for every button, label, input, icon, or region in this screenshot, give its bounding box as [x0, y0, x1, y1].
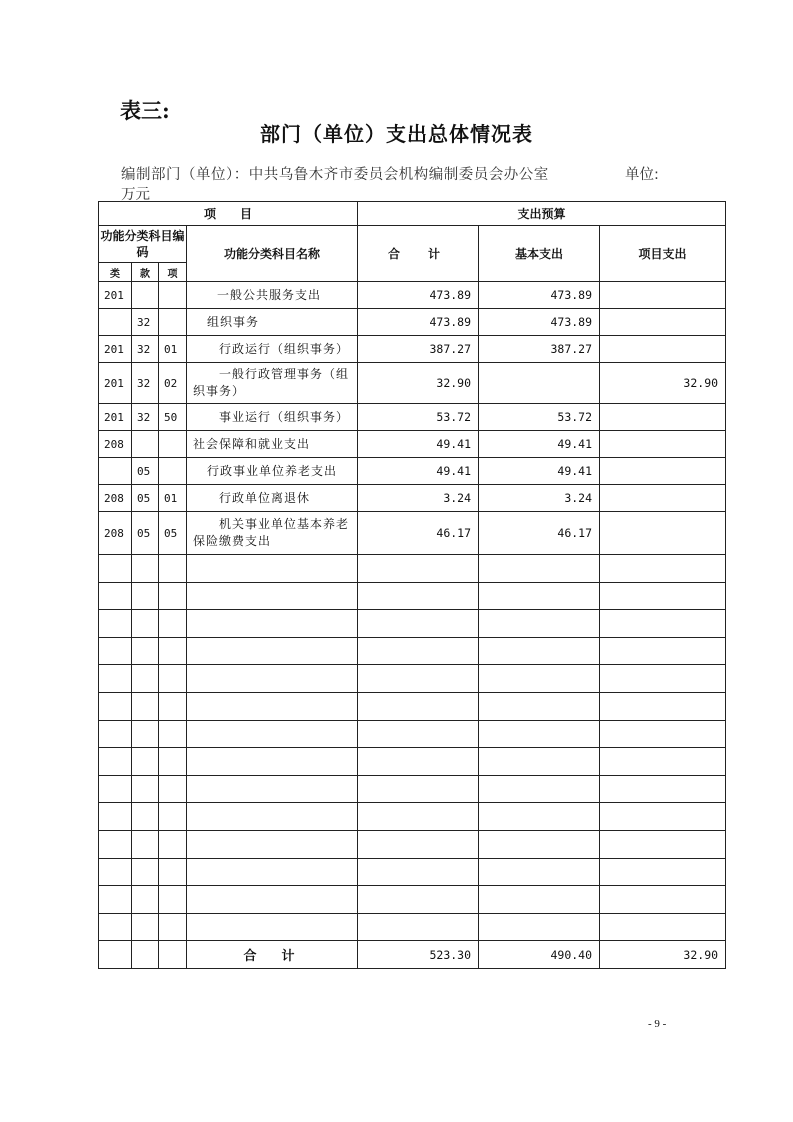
header-kuan: 款	[132, 263, 159, 282]
totals-label: 合 计	[187, 941, 358, 969]
table-label: 表三:	[120, 98, 170, 123]
cell-project	[600, 309, 726, 336]
blank-cell	[132, 637, 159, 665]
blank-cell	[99, 692, 132, 720]
cell-xiang	[159, 431, 187, 458]
blank-cell	[187, 775, 358, 803]
cell-lei: 208	[99, 512, 132, 555]
header-item: 项 目	[99, 202, 358, 226]
blank-row	[99, 637, 726, 665]
blank-cell	[479, 830, 600, 858]
cell-project	[600, 336, 726, 363]
blank-cell	[132, 610, 159, 638]
blank-cell	[600, 886, 726, 914]
cell-total: 32.90	[358, 363, 479, 404]
cell-kuan: 05	[132, 485, 159, 512]
blank-cell	[99, 913, 132, 941]
header-xiang: 项	[159, 263, 187, 282]
blank-cell	[99, 720, 132, 748]
blank-cell	[187, 830, 358, 858]
cell-lei: 208	[99, 485, 132, 512]
blank-cell	[187, 610, 358, 638]
blank-cell	[479, 803, 600, 831]
cell-xiang: 01	[159, 336, 187, 363]
cell-xiang	[159, 458, 187, 485]
blank-cell	[99, 830, 132, 858]
blank-cell	[358, 913, 479, 941]
cell-name: 行政事业单位养老支出	[187, 458, 358, 485]
page-title: 部门（单位）支出总体情况表	[260, 122, 533, 146]
header-row-mid	[99, 226, 726, 263]
blank-cell	[479, 775, 600, 803]
cell-lei	[99, 458, 132, 485]
cell-name: 一般行政管理事务（组织事务）	[187, 363, 358, 404]
table-row	[99, 485, 726, 512]
cell-lei: 201	[99, 282, 132, 309]
blank-cell	[132, 858, 159, 886]
page-number: - 9 -	[648, 1018, 667, 1030]
blank-cell	[358, 582, 479, 610]
cell-lei	[99, 309, 132, 336]
blank-cell	[358, 692, 479, 720]
header-row-top	[99, 202, 726, 226]
cell-basic: 473.89	[479, 282, 600, 309]
totals-basic: 490.40	[479, 941, 600, 969]
header-name: 功能分类科目名称	[187, 226, 358, 282]
blank-cell	[159, 610, 187, 638]
cell-name: 事业运行（组织事务）	[187, 404, 358, 431]
blank-cell	[600, 637, 726, 665]
header-basic: 基本支出	[479, 226, 600, 282]
cell-xiang: 02	[159, 363, 187, 404]
cell-xiang: 01	[159, 485, 187, 512]
blank-cell	[479, 858, 600, 886]
blank-cell	[187, 886, 358, 914]
cell-xiang: 50	[159, 404, 187, 431]
cell-project	[600, 431, 726, 458]
blank-cell	[99, 637, 132, 665]
blank-cell	[187, 637, 358, 665]
blank-cell	[187, 858, 358, 886]
table-row	[99, 512, 726, 555]
blank-cell	[600, 858, 726, 886]
header-lei: 类	[99, 263, 132, 282]
cell-xiang: 05	[159, 512, 187, 555]
blank-row	[99, 665, 726, 693]
blank-cell	[159, 748, 187, 776]
blank-cell	[132, 775, 159, 803]
cell-lei: 201	[99, 363, 132, 404]
cell-xiang	[159, 309, 187, 336]
cell-kuan: 32	[132, 404, 159, 431]
blank-cell	[159, 692, 187, 720]
cell-name: 一般公共服务支出	[187, 282, 358, 309]
blank-cell	[159, 582, 187, 610]
blank-cell	[600, 692, 726, 720]
blank-cell	[159, 637, 187, 665]
totals-total: 523.30	[358, 941, 479, 969]
blank-cell	[187, 913, 358, 941]
cell-basic: 49.41	[479, 458, 600, 485]
blank-cell	[99, 665, 132, 693]
blank-cell	[132, 582, 159, 610]
blank-cell	[479, 637, 600, 665]
blank-cell	[600, 665, 726, 693]
unit-value: 万元	[121, 187, 150, 203]
header-project: 项目支出	[600, 226, 726, 282]
cell-basic: 49.41	[479, 431, 600, 458]
blank-cell	[479, 665, 600, 693]
cell-total: 3.24	[358, 485, 479, 512]
blank-cell	[358, 858, 479, 886]
blank-cell	[187, 692, 358, 720]
cell-project	[600, 485, 726, 512]
blank-cell	[132, 830, 159, 858]
blank-cell	[479, 582, 600, 610]
blank-cell	[99, 886, 132, 914]
cell-project	[600, 512, 726, 555]
blank-cell	[479, 555, 600, 583]
blank-row	[99, 610, 726, 638]
table-row	[99, 458, 726, 485]
blank-cell	[159, 886, 187, 914]
blank-cell	[479, 913, 600, 941]
blank-cell	[600, 913, 726, 941]
blank-cell	[187, 582, 358, 610]
blank-cell	[479, 886, 600, 914]
totals-project: 32.90	[600, 941, 726, 969]
cell-basic: 53.72	[479, 404, 600, 431]
blank-row	[99, 803, 726, 831]
cell-total: 46.17	[358, 512, 479, 555]
blank-cell	[358, 555, 479, 583]
blank-cell	[358, 803, 479, 831]
blank-cell	[159, 720, 187, 748]
cell-basic: 3.24	[479, 485, 600, 512]
blank-cell	[159, 803, 187, 831]
blank-cell	[358, 748, 479, 776]
blank-cell	[159, 555, 187, 583]
cell-total: 53.72	[358, 404, 479, 431]
blank-cell	[187, 748, 358, 776]
header-budget: 支出预算	[358, 202, 726, 226]
totals-row	[99, 941, 726, 969]
blank-row	[99, 886, 726, 914]
blank-cell	[132, 665, 159, 693]
cell-kuan	[132, 431, 159, 458]
blank-cell	[99, 775, 132, 803]
table-row	[99, 309, 726, 336]
blank-cell	[132, 803, 159, 831]
cell-total: 473.89	[358, 282, 479, 309]
table-row	[99, 404, 726, 431]
cell-kuan: 05	[132, 458, 159, 485]
blank-cell	[159, 665, 187, 693]
cell-project	[600, 404, 726, 431]
unit-label: 单位:	[625, 167, 659, 183]
org-line: 编制部门（单位）：中共乌鲁木齐市委员会机构编制委员会办公室	[121, 167, 549, 183]
blank-cell	[600, 775, 726, 803]
header-code-group: 功能分类科目编码	[99, 226, 187, 263]
cell-total: 49.41	[358, 458, 479, 485]
blank-cell	[99, 610, 132, 638]
blank-row	[99, 913, 726, 941]
blank-cell	[358, 886, 479, 914]
blank-cell	[358, 637, 479, 665]
blank-cell	[99, 803, 132, 831]
blank-cell	[600, 830, 726, 858]
blank-cell	[132, 555, 159, 583]
blank-cell	[159, 858, 187, 886]
blank-row	[99, 555, 726, 583]
blank-cell	[187, 720, 358, 748]
blank-cell	[159, 775, 187, 803]
cell-name: 行政单位离退休	[187, 485, 358, 512]
blank-cell	[479, 610, 600, 638]
cell-basic: 473.89	[479, 309, 600, 336]
expenditure-table	[98, 201, 726, 969]
cell-total: 387.27	[358, 336, 479, 363]
blank-row	[99, 692, 726, 720]
blank-row	[99, 830, 726, 858]
blank-cell	[358, 665, 479, 693]
blank-row	[99, 775, 726, 803]
blank-cell	[159, 941, 187, 969]
blank-cell	[132, 941, 159, 969]
cell-project: 32.90	[600, 363, 726, 404]
header-total: 合 计	[358, 226, 479, 282]
blank-row	[99, 720, 726, 748]
blank-cell	[600, 582, 726, 610]
cell-lei: 201	[99, 336, 132, 363]
blank-cell	[358, 610, 479, 638]
blank-row	[99, 582, 726, 610]
blank-cell	[132, 748, 159, 776]
cell-lei: 208	[99, 431, 132, 458]
blank-cell	[600, 720, 726, 748]
blank-cell	[99, 748, 132, 776]
blank-cell	[132, 692, 159, 720]
blank-cell	[600, 555, 726, 583]
cell-kuan: 32	[132, 336, 159, 363]
cell-basic	[479, 363, 600, 404]
cell-xiang	[159, 282, 187, 309]
cell-kuan: 32	[132, 309, 159, 336]
blank-cell	[358, 830, 479, 858]
cell-name: 机关事业单位基本养老保险缴费支出	[187, 512, 358, 555]
table-row	[99, 363, 726, 404]
blank-cell	[479, 692, 600, 720]
table-row	[99, 282, 726, 309]
cell-basic: 46.17	[479, 512, 600, 555]
blank-row	[99, 748, 726, 776]
cell-project	[600, 458, 726, 485]
cell-kuan: 32	[132, 363, 159, 404]
blank-cell	[358, 775, 479, 803]
blank-row	[99, 858, 726, 886]
table-row	[99, 336, 726, 363]
cell-lei: 201	[99, 404, 132, 431]
cell-name: 行政运行（组织事务）	[187, 336, 358, 363]
blank-cell	[99, 555, 132, 583]
blank-cell	[600, 803, 726, 831]
blank-cell	[187, 803, 358, 831]
blank-cell	[132, 913, 159, 941]
cell-total: 49.41	[358, 431, 479, 458]
blank-cell	[159, 830, 187, 858]
blank-cell	[479, 720, 600, 748]
cell-basic: 387.27	[479, 336, 600, 363]
blank-cell	[99, 941, 132, 969]
blank-cell	[600, 748, 726, 776]
blank-cell	[187, 555, 358, 583]
blank-cell	[358, 720, 479, 748]
cell-kuan: 05	[132, 512, 159, 555]
blank-cell	[159, 913, 187, 941]
blank-cell	[479, 748, 600, 776]
blank-cell	[132, 886, 159, 914]
cell-project	[600, 282, 726, 309]
blank-cell	[99, 858, 132, 886]
cell-total: 473.89	[358, 309, 479, 336]
table-row	[99, 431, 726, 458]
cell-name: 社会保障和就业支出	[187, 431, 358, 458]
cell-kuan	[132, 282, 159, 309]
blank-cell	[132, 720, 159, 748]
blank-cell	[187, 665, 358, 693]
cell-name: 组织事务	[187, 309, 358, 336]
blank-cell	[99, 582, 132, 610]
blank-cell	[600, 610, 726, 638]
